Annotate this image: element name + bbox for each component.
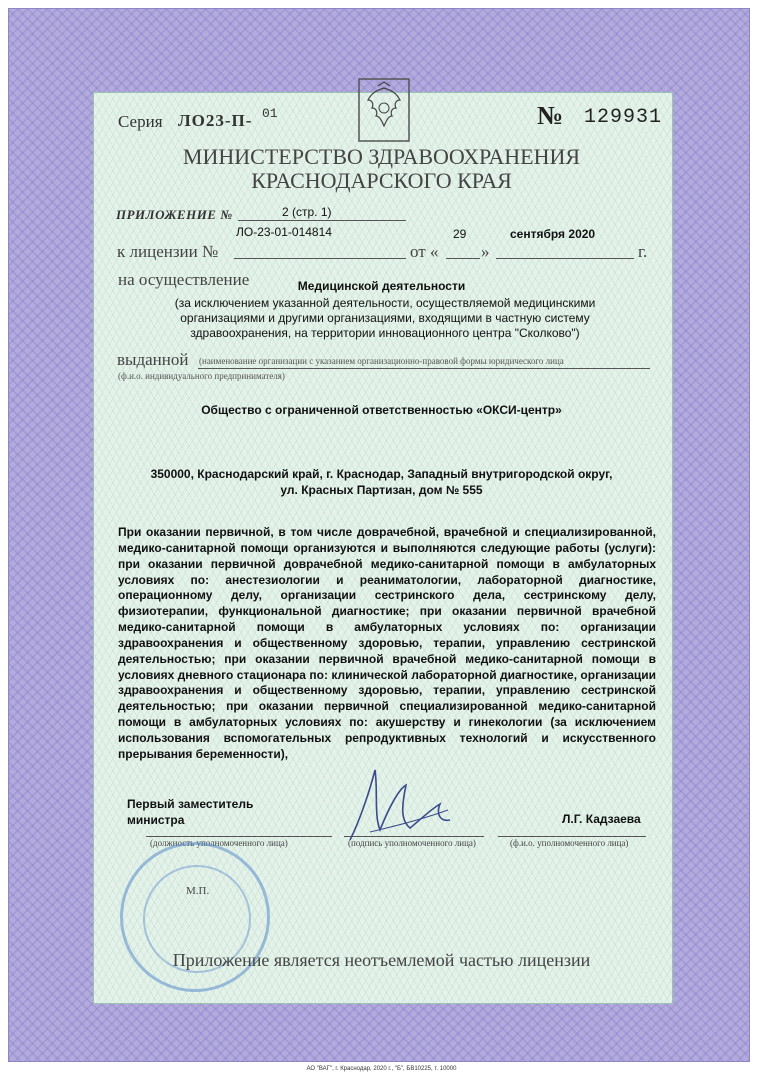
address-line-2: ул. Красных Партизан, дом № 555 — [280, 483, 483, 497]
activity-label: на осуществление — [118, 270, 250, 289]
to-license-label: к лицензии № — [117, 242, 219, 261]
name-hint: (ф.и.о. уполномоченного лица) — [510, 838, 629, 848]
activity-title: Медицинской деятельности — [297, 279, 466, 293]
issued-label: выданной — [117, 350, 189, 369]
issued-hint: (наименование организации с указанием организационно-правовой формы юридического лица — [199, 356, 564, 366]
printer-imprint: АО "ВАГ", г. Краснодар, 2020 г., "Б", БВ10225, т. 10000 — [306, 1066, 457, 1072]
issued-underline — [198, 368, 650, 369]
signature-hint: (подпись уполномоченного лица) — [348, 838, 476, 848]
issued-hint-2: (ф.и.о. индивидуального предпринимателя) — [118, 371, 285, 381]
license-day: 29 — [453, 227, 467, 241]
stamp-placeholder-label: М.П. — [186, 885, 210, 897]
appendix-label: ПРИЛОЖЕНИЕ № — [116, 207, 233, 222]
from-label: от « — [410, 242, 439, 261]
blank-number: 129931 — [584, 106, 663, 129]
organization-name: Общество с ограниченной ответственностью «ОКСИ-центр» — [201, 403, 562, 417]
signature-underline — [344, 836, 484, 837]
license-month-year: сентября 2020 — [510, 227, 596, 241]
series-number: 01 — [262, 106, 278, 121]
ministry-line-2: КРАСНОДАРСКОГО КРАЯ — [251, 168, 512, 193]
footer-statement: Приложение является неотъемлемой частью лицензии — [172, 950, 591, 970]
signatory-position-line-2: министра — [127, 813, 185, 827]
position-hint: (должность уполномоченного лица) — [150, 838, 288, 848]
address-line-1: 350000, Краснодарский край, г. Краснодар, Западный внутригородской округ, — [150, 467, 613, 481]
appendix-number: 2 (стр. 1) — [282, 205, 332, 219]
number-sign: № — [537, 101, 564, 130]
year-suffix: г. — [638, 242, 648, 261]
signatory-name: Л.Г. Кадзаева — [562, 812, 641, 826]
month-underline — [496, 258, 634, 259]
activity-note: (за исключением указанной деятельности, осуществляемой медицинскими организациями и другими организациями, входящими в частную систему здравоохранения, на территории инновационного центра "Сколково") — [174, 296, 596, 340]
position-underline — [146, 836, 332, 837]
license-number: ЛО-23-01-014814 — [236, 225, 332, 239]
services-list-text: При оказании первичной, в том числе доврачебной, врачебной и специализированной, медико-санитарной помощи организуются и выполняются следующие работы (услуги): при оказании первичной доврачебной медико-санитарной помощи в амбулаторных условиях по: анестезиологии и реаниматологии, лабораторной диагностике, операционному делу, организации сестринского дела, сестринскому делу, физиотерапии, функциональной диагностике; при оказании первичной врачебной медико-санитарной помощи в амбулаторных условиях по: организации здравоохранения и общественному здоровью, терапии, управлению сестринской деятельностью; при оказании первичной врачебной медико-санитарной помощи в условиях дневного стационара по: клинической лабораторной диагностике, организации здравоохранения и общественному здоровью, терапии, управлению сестринской деятельностью; при оказании первичной специализированной медико-санитарной помощи в амбулаторных условиях по: акушерству и гинекологии (за исключением использования вспомогательных репродуктивных технологий и искусственного прерывания беременности), — [118, 525, 656, 761]
series-label: Серия — [118, 112, 163, 131]
from-close: » — [481, 242, 490, 261]
appendix-underline — [238, 220, 406, 221]
coat-of-arms-emblem — [358, 78, 410, 142]
license-number-underline — [234, 258, 406, 259]
signatory-position — [127, 796, 253, 828]
signatory-position-line-1: Первый заместитель — [127, 797, 254, 811]
day-underline — [446, 258, 480, 259]
organization-address — [0, 466, 763, 498]
name-underline — [498, 836, 646, 837]
ministry-title — [0, 145, 763, 193]
ministry-line-1: МИНИСТЕРСТВО ЗДРАВООХРАНЕНИЯ — [182, 144, 581, 169]
series-value: ЛО23-П- — [178, 111, 253, 130]
